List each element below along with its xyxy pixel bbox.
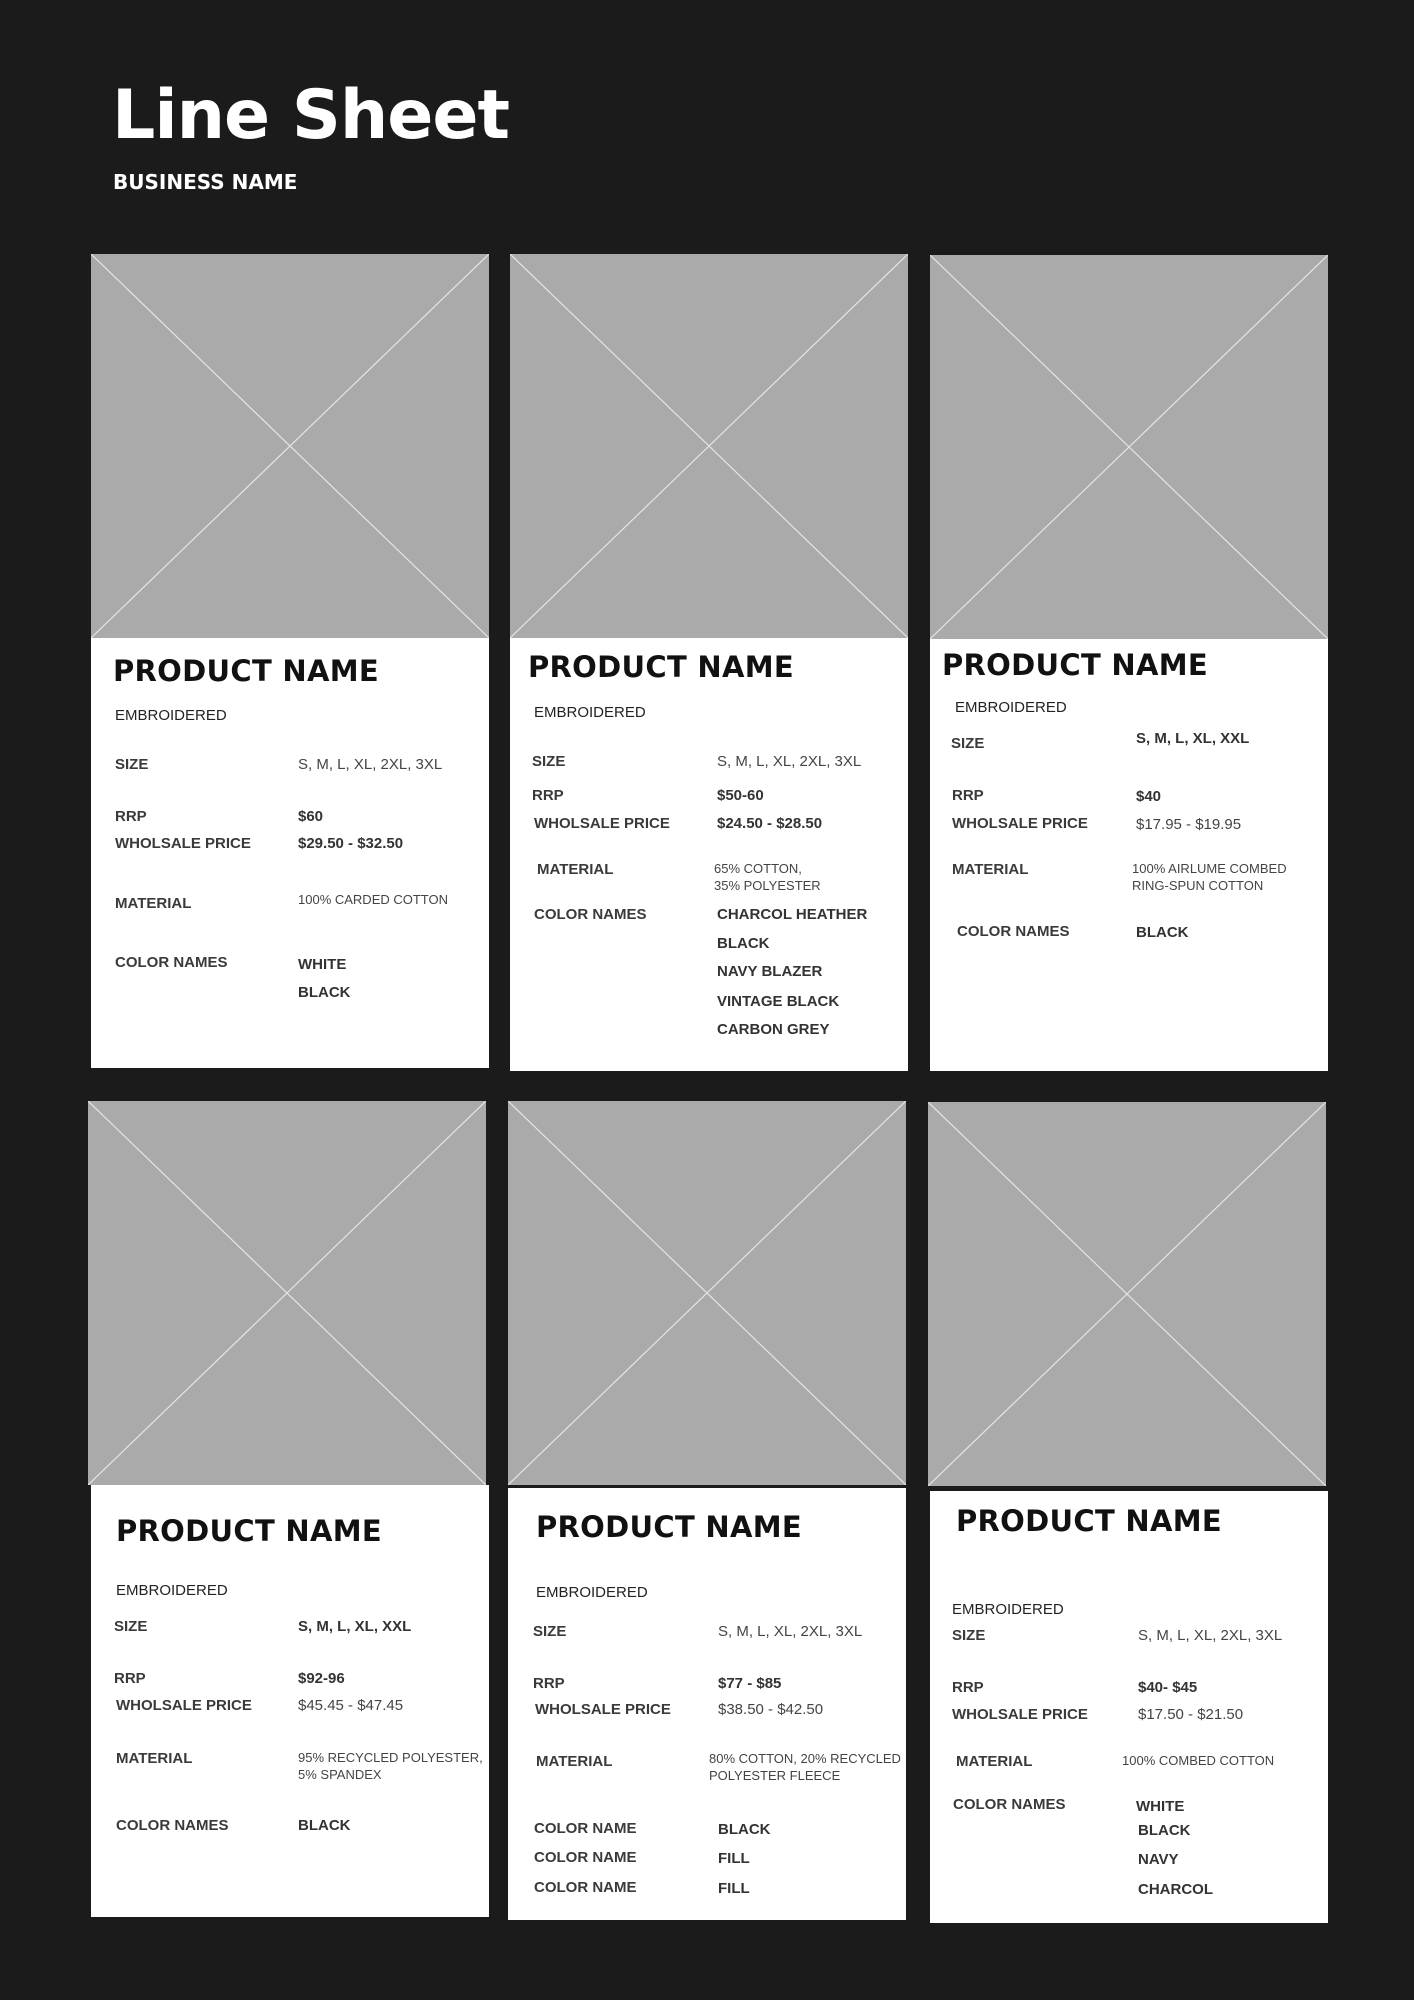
product-tag: EMBROIDERED [534,704,646,721]
image-placeholder [928,1102,1326,1486]
product-details [508,1488,906,1920]
business-name: BUSINESS NAME [113,170,298,194]
image-placeholder [510,254,908,638]
product-details [930,1491,1328,1923]
color-names-label: COLOR NAMES [116,1817,229,1834]
size-value: S, M, L, XL, 2XL, 3XL [717,753,862,770]
color-value: FILL [718,1850,750,1867]
material-value: POLYESTER FLEECE [709,1768,841,1783]
rrp-value: $60 [298,808,324,825]
product-card [928,1102,1326,1923]
rrp-label: RRP [533,1675,565,1692]
size-value: S, M, L, XL, XXL [298,1618,412,1635]
product-details [91,638,489,1068]
material-label: MATERIAL [952,861,1029,878]
wholesale-label: WHOLSALE PRICE [952,1706,1088,1723]
wholesale-label: WHOLSALE PRICE [115,835,251,852]
color-value: BLACK [1136,924,1189,941]
rrp-value: $40- $45 [1138,1679,1198,1696]
color-value: WHITE [1136,1798,1185,1815]
material-value: 100% AIRLUME COMBED [1132,861,1287,876]
size-value: S, M, L, XL, 2XL, 3XL [298,756,443,773]
material-value: 35% POLYESTER [714,878,821,893]
product-name: PRODUCT NAME [942,648,1209,682]
wholesale-value: $38.50 - $42.50 [718,1701,824,1718]
size-label: SIZE [952,1627,986,1644]
product-tag: EMBROIDERED [116,1582,228,1599]
size-label: SIZE [114,1618,148,1635]
color-names-label: COLOR NAMES [957,923,1070,940]
wholesale-value: $24.50 - $28.50 [717,815,823,832]
color-value: CARBON GREY [717,1021,830,1038]
rrp-value: $92-96 [298,1670,345,1687]
image-placeholder [508,1101,906,1485]
rrp-value: $50-60 [717,787,764,804]
wholesale-value: $29.50 - $32.50 [298,835,404,852]
wholesale-value: $17.50 - $21.50 [1138,1706,1244,1723]
image-placeholder [930,255,1328,639]
material-label: MATERIAL [115,895,192,912]
rrp-label: RRP [532,787,564,804]
product-card [930,255,1328,1071]
wholesale-value: $45.45 - $47.45 [298,1697,404,1714]
product-name: PRODUCT NAME [113,654,380,688]
color-value: BLACK [717,935,770,952]
size-label: SIZE [532,753,566,770]
product-details [510,638,908,1071]
rrp-label: RRP [952,1679,984,1696]
material-value: RING-SPUN COTTON [1132,878,1264,893]
color-name-label: COLOR NAME [534,1879,637,1896]
size-label: SIZE [533,1623,567,1640]
color-name-label: COLOR NAME [534,1820,637,1837]
rrp-label: RRP [114,1670,146,1687]
color-names-label: COLOR NAMES [534,906,647,923]
color-value: VINTAGE BLACK [717,993,840,1010]
product-tag: EMBROIDERED [952,1601,1064,1618]
material-value: 100% COMBED COTTON [1122,1753,1275,1768]
wholesale-label: WHOLSALE PRICE [952,815,1088,832]
product-card [510,254,908,1071]
size-label: SIZE [951,735,985,752]
material-value: 80% COTTON, 20% RECYCLED [709,1751,901,1766]
color-value: NAVY [1138,1851,1179,1868]
size-label: SIZE [115,756,149,773]
material-value: 100% CARDED COTTON [298,892,449,907]
color-value: CHARCOL [1138,1881,1213,1898]
image-placeholder [91,254,489,638]
color-value: NAVY BLAZER [717,963,823,980]
product-tag: EMBROIDERED [115,707,227,724]
product-details [91,1485,489,1917]
product-tag: EMBROIDERED [536,1584,648,1601]
color-value: BLACK [298,984,351,1001]
material-value: 65% COTTON, [714,861,802,876]
rrp-value: $77 - $85 [718,1675,782,1692]
color-name-label: COLOR NAME [534,1849,637,1866]
color-value: WHITE [298,956,347,973]
wholesale-label: WHOLSALE PRICE [535,1701,671,1718]
wholesale-label: WHOLSALE PRICE [534,815,670,832]
color-value: BLACK [718,1821,771,1838]
product-name: PRODUCT NAME [116,1514,383,1548]
material-label: MATERIAL [537,861,614,878]
material-value: 95% RECYCLED POLYESTER, [298,1750,483,1765]
wholesale-label: WHOLSALE PRICE [116,1697,252,1714]
product-card [508,1101,906,1920]
product-card [88,1101,486,1917]
product-name: PRODUCT NAME [528,650,795,684]
color-value: FILL [718,1880,750,1897]
color-value: BLACK [298,1817,351,1834]
color-value: CHARCOL HEATHER [717,906,868,923]
product-tag: EMBROIDERED [955,699,1067,716]
rrp-value: $40 [1136,788,1162,805]
page-title: Line Sheet [112,76,509,155]
material-label: MATERIAL [536,1753,613,1770]
material-label: MATERIAL [956,1753,1033,1770]
product-card [91,254,489,1068]
product-name: PRODUCT NAME [956,1504,1223,1538]
color-names-label: COLOR NAMES [115,954,228,971]
product-details [930,639,1328,1071]
rrp-label: RRP [952,787,984,804]
size-value: S, M, L, XL, XXL [1136,730,1250,747]
color-value: BLACK [1138,1822,1191,1839]
color-names-label: COLOR NAMES [953,1796,1066,1813]
image-placeholder [88,1101,486,1485]
size-value: S, M, L, XL, 2XL, 3XL [718,1623,863,1640]
size-value: S, M, L, XL, 2XL, 3XL [1138,1627,1283,1644]
rrp-label: RRP [115,808,147,825]
material-label: MATERIAL [116,1750,193,1767]
wholesale-value: $17.95 - $19.95 [1136,816,1242,833]
material-value: 5% SPANDEX [298,1767,382,1782]
product-name: PRODUCT NAME [536,1510,803,1544]
